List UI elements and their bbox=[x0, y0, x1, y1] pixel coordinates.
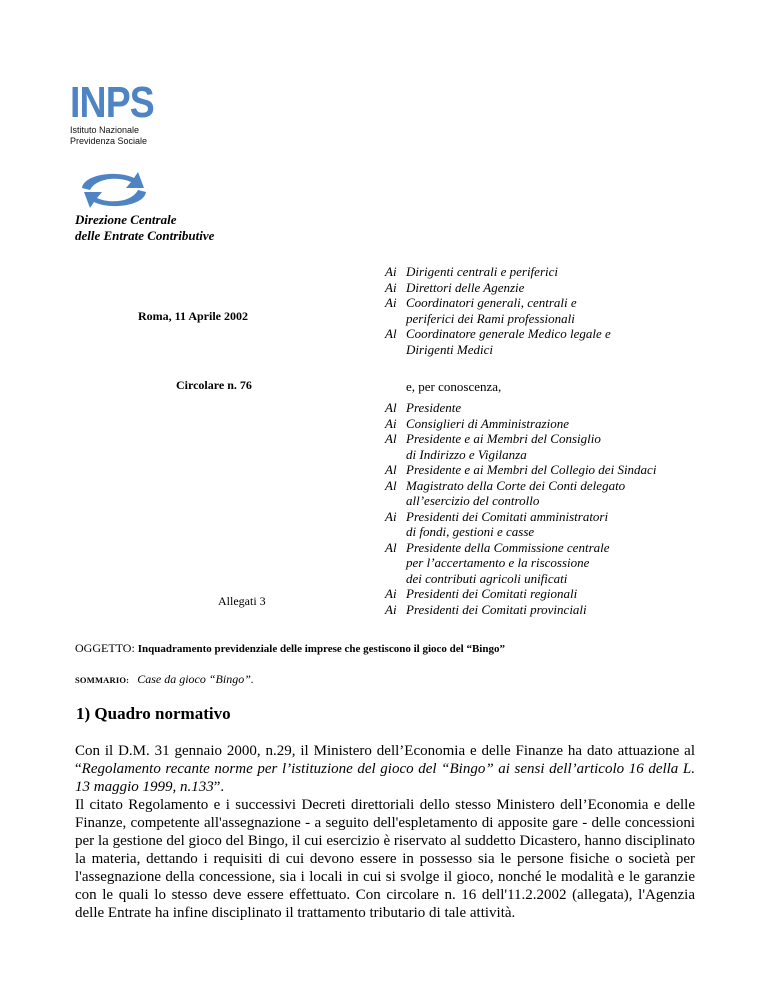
recipient-text: Coordinatori generali, centrali e bbox=[406, 295, 577, 310]
direzione-line-2: delle Entrate Contributive bbox=[75, 228, 215, 243]
recipient-text: Magistrato della Corte dei Conti delegato bbox=[406, 477, 626, 493]
recipient-item bbox=[385, 586, 656, 602]
per-conoscenza: e, per conoscenza, bbox=[406, 379, 502, 394]
recipient-item bbox=[385, 400, 656, 416]
recipient-prefix: Al bbox=[385, 539, 397, 555]
inps-arrows-icon bbox=[74, 168, 154, 212]
sommario-label: SOMMARIO: bbox=[75, 675, 130, 685]
allegati-count: Allegati 3 bbox=[218, 594, 266, 608]
inps-logo bbox=[70, 78, 160, 147]
recipient-text: Coordinatore generale Medico legale e bbox=[406, 326, 611, 341]
circolare-number: Circolare n. 76 bbox=[176, 378, 252, 392]
recipient-text-continuation: dei contributi agricoli unificati bbox=[406, 570, 568, 586]
recipient-text: Presidente e ai Membri del Collegio dei Sindaci bbox=[406, 462, 657, 477]
sommario-text: Case da gioco “Bingo”. bbox=[137, 672, 254, 686]
paragraph-2: Il citato Regolamento e i successivi Decreti direttoriali dello stesso Ministero dell’Economia e delle Finanze, competente all'assegnazione - a seguito dell'espletamento di apposite gare - delle concessioni per la gestione del gioco del Bingo, il cui esercizio è riservato al suddetto Dicastero, hanno disciplinato la materia, dettando i requisiti di cui devono essere in possesso sia le persone fisiche o società per l'assegnazione della concessione, sia i locali in cui si svolge il gioco, nonché le modalità e le garanzie con le quali lo stesso deve essere effettuato. Con circolare n. 16 dell'11.2.2002 (allegata), l'Agenzia delle Entrate ha infine disciplinato il trattamento tributario di tale attività. bbox=[75, 797, 695, 921]
recipient-prefix: Al bbox=[385, 462, 397, 477]
recipient-text-continuation: all’esercizio del controllo bbox=[406, 493, 540, 508]
paragraph-1: Con il D.M. 31 gennaio 2000, n.29, il Ministero dell’Economia e delle Finanze ha dato attuazione al “Regolamento recante norme per l’istituzione del gioco del “Bingo” ai sensi dell’articolo 16 della L. 13 maggio 1999, n.133”. bbox=[75, 743, 695, 795]
recipient-item bbox=[385, 280, 611, 296]
recipient-prefix: Ai bbox=[385, 264, 397, 279]
recipient-item bbox=[385, 431, 656, 447]
recipient-prefix: Ai bbox=[385, 295, 397, 310]
direzione-line-1: Direzione Centrale bbox=[75, 212, 177, 227]
recipient-item bbox=[385, 478, 656, 494]
recipients-list bbox=[385, 264, 611, 357]
recipient-text-continuation: per l’accertamento e la riscossione bbox=[406, 555, 590, 570]
recipient-text: Presidenti dei Comitati amministratori bbox=[406, 508, 609, 524]
recipient-prefix: Ai bbox=[385, 508, 397, 524]
direzione-centrale bbox=[75, 212, 214, 244]
recipient-text: Presidente della Commissione centrale bbox=[406, 539, 610, 555]
recipient-text: Presidenti dei Comitati provinciali bbox=[406, 601, 587, 617]
recipient-text-continuation: di Indirizzo e Vigilanza bbox=[406, 446, 527, 462]
recipient-item bbox=[385, 326, 611, 342]
recipient-text: Direttori delle Agenzie bbox=[406, 279, 525, 295]
recipients-cc-list bbox=[385, 400, 656, 617]
logo-line-2: Previdenza Sociale bbox=[70, 136, 148, 146]
sommario-line bbox=[75, 670, 254, 688]
logo-wordmark: INPS bbox=[70, 78, 154, 127]
recipient-text: Presidenti dei Comitati regionali bbox=[406, 586, 578, 601]
recipient-text: Presidente e ai Membri del Consiglio bbox=[406, 431, 601, 446]
recipient-item bbox=[385, 416, 656, 432]
recipient-prefix: Al bbox=[385, 431, 397, 446]
document-date: Roma, 11 Aprile 2002 bbox=[138, 309, 248, 323]
recipient-text: Consiglieri di Amministrazione bbox=[406, 415, 569, 431]
recipient-prefix: Ai bbox=[385, 601, 397, 617]
recipient-text: Dirigenti centrali e periferici bbox=[406, 264, 558, 279]
oggetto-text: Inquadramento previdenziale delle imprese che gestiscono il gioco del “Bingo” bbox=[137, 643, 505, 655]
recipient-prefix: Al bbox=[385, 326, 397, 341]
recipient-text-continuation: di fondi, gestioni e casse bbox=[406, 524, 535, 539]
oggetto-line bbox=[75, 641, 505, 656]
recipient-prefix: Ai bbox=[385, 415, 397, 431]
recipient-item bbox=[385, 264, 611, 280]
recipient-text: Presidente bbox=[406, 400, 462, 415]
recipient-item bbox=[385, 509, 656, 525]
recipient-item bbox=[385, 462, 656, 478]
recipient-text-continuation: Dirigenti Medici bbox=[406, 341, 494, 357]
oggetto-label: OGGETTO: bbox=[75, 641, 135, 655]
recipient-item bbox=[385, 540, 656, 556]
recipient-prefix: Al bbox=[385, 477, 397, 493]
recipient-text-continuation: periferici dei Rami professionali bbox=[406, 310, 575, 326]
section-heading: 1) Quadro normativo bbox=[76, 704, 231, 723]
recipient-item bbox=[385, 295, 611, 311]
recipient-item bbox=[385, 602, 656, 618]
recipient-prefix: Al bbox=[385, 400, 397, 415]
recipient-prefix: Ai bbox=[385, 586, 397, 601]
recipient-prefix: Ai bbox=[385, 279, 397, 295]
logo-line-1: Istituto Nazionale bbox=[70, 125, 140, 135]
body-text bbox=[75, 742, 695, 922]
